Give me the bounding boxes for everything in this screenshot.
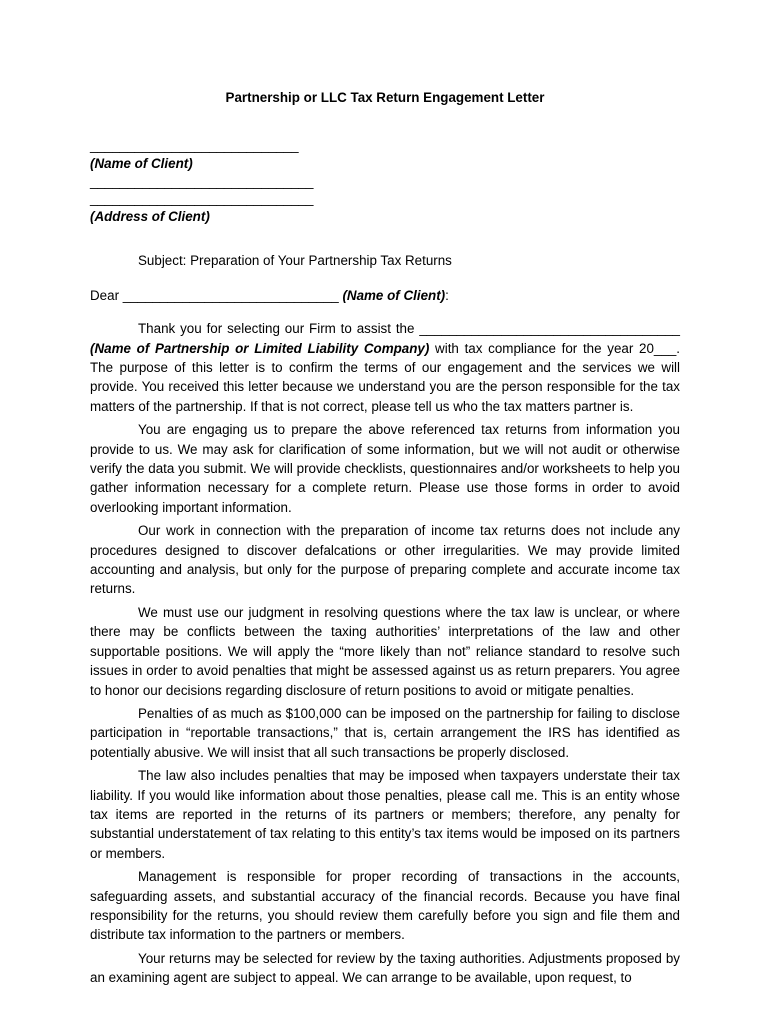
paragraph-understatement: The law also includes penalties that may be imposed when taxpayers understate their tax liability. If you would like information about those penalties, please call me. This is an entity whose tax items are reported in the returns of its partners or members; therefore, any penalty for substantial understatement of tax relating to this entity’s tax items would be imposed on its partners or members. (90, 768, 680, 861)
salutation-blank: _____________________________ (122, 287, 343, 303)
client-address-blank-1: ______________________________ (90, 173, 314, 189)
subject-line: Subject: Preparation of Your Partnership Tax Returns (138, 253, 452, 269)
document-title: Partnership or LLC Tax Return Engagement Letter (225, 90, 545, 105)
partnership-name-blank: ___________________________________ (419, 321, 680, 337)
paragraph-irregularities: Our work in connection with the preparation of income tax returns does not include any procedures designed to discover defalcations or other irregularities. We may provide limited accounting and analysis, but only for the purpose of preparing complete and accurate income tax returns. (90, 523, 680, 597)
salutation-name-label: (Name of Client) (342, 287, 446, 303)
paragraph-intro (90, 319, 680, 416)
salutation-line (90, 286, 680, 305)
paragraph-penalties-100k: Penalties of as much as $100,000 can be imposed on the partnership for failing to disclose participation in “reportable transactions,” that is, certain arrangement the IRS has identified as potentially abusive. We will insist that all such transactions be properly disclosed. (90, 705, 680, 760)
paragraph-judgment: We must use our judgment in resolving questions where the tax law is unclear, or where there may be conflicts between the taxing authorities’ interpretations of the law and other supportable positions. We will apply the “more likely than not” reliance standard to resolve such issues in order to avoid penalties that might be assessed against us as return preparers. You agree to honor our decisions regarding disclosure of return positions to avoid or mitigate penalties. (90, 604, 680, 698)
client-name-label: (Name of Client) (90, 156, 193, 171)
partnership-name-label: (Name of Partnership or Limited Liability Company) (90, 340, 430, 356)
client-info-block (90, 137, 680, 225)
paragraph-intro-rest: with tax compliance for the year 20___. The purpose of this letter is to confirm the terms of our engagement and the services we will provide. You received this letter because we understand you are the person responsible for the tax matters of the partnership. If that is not correct, please tell us who the tax matters partner is. (90, 340, 680, 414)
paragraph-management-responsibility: Management is responsible for proper recording of transactions in the accounts, safeguarding assets, and substantial accuracy of the financial records. Because you have final responsibility for the returns, you should review them carefully before you sign and file them and distribute tax information to the partners or members. (90, 869, 680, 943)
salutation-colon: : (445, 287, 449, 303)
paragraph-intro-lead: Thank you for selecting our Firm to assist the (138, 321, 420, 337)
client-address-label: (Address of Client) (90, 208, 210, 224)
salutation-prefix: Dear (90, 287, 123, 303)
client-name-blank: ____________________________ (90, 138, 299, 154)
paragraph-review: Your returns may be selected for review by the taxing authorities. Adjustments proposed by an examining agent are subject to appeal. We can arrange to be available, upon request, to (90, 950, 680, 986)
paragraph-engagement-scope: You are engaging us to prepare the above referenced tax returns from information you provide to us. We may ask for clarification of some information, but we will not audit or otherwise verify the data you submit. We will provide checklists, questionnaires and/or worksheets to help you gather information necessary for a complete return. Please use those forms in order to avoid overlooking important information. (90, 422, 680, 515)
client-address-blank-2: ______________________________ (90, 191, 314, 207)
